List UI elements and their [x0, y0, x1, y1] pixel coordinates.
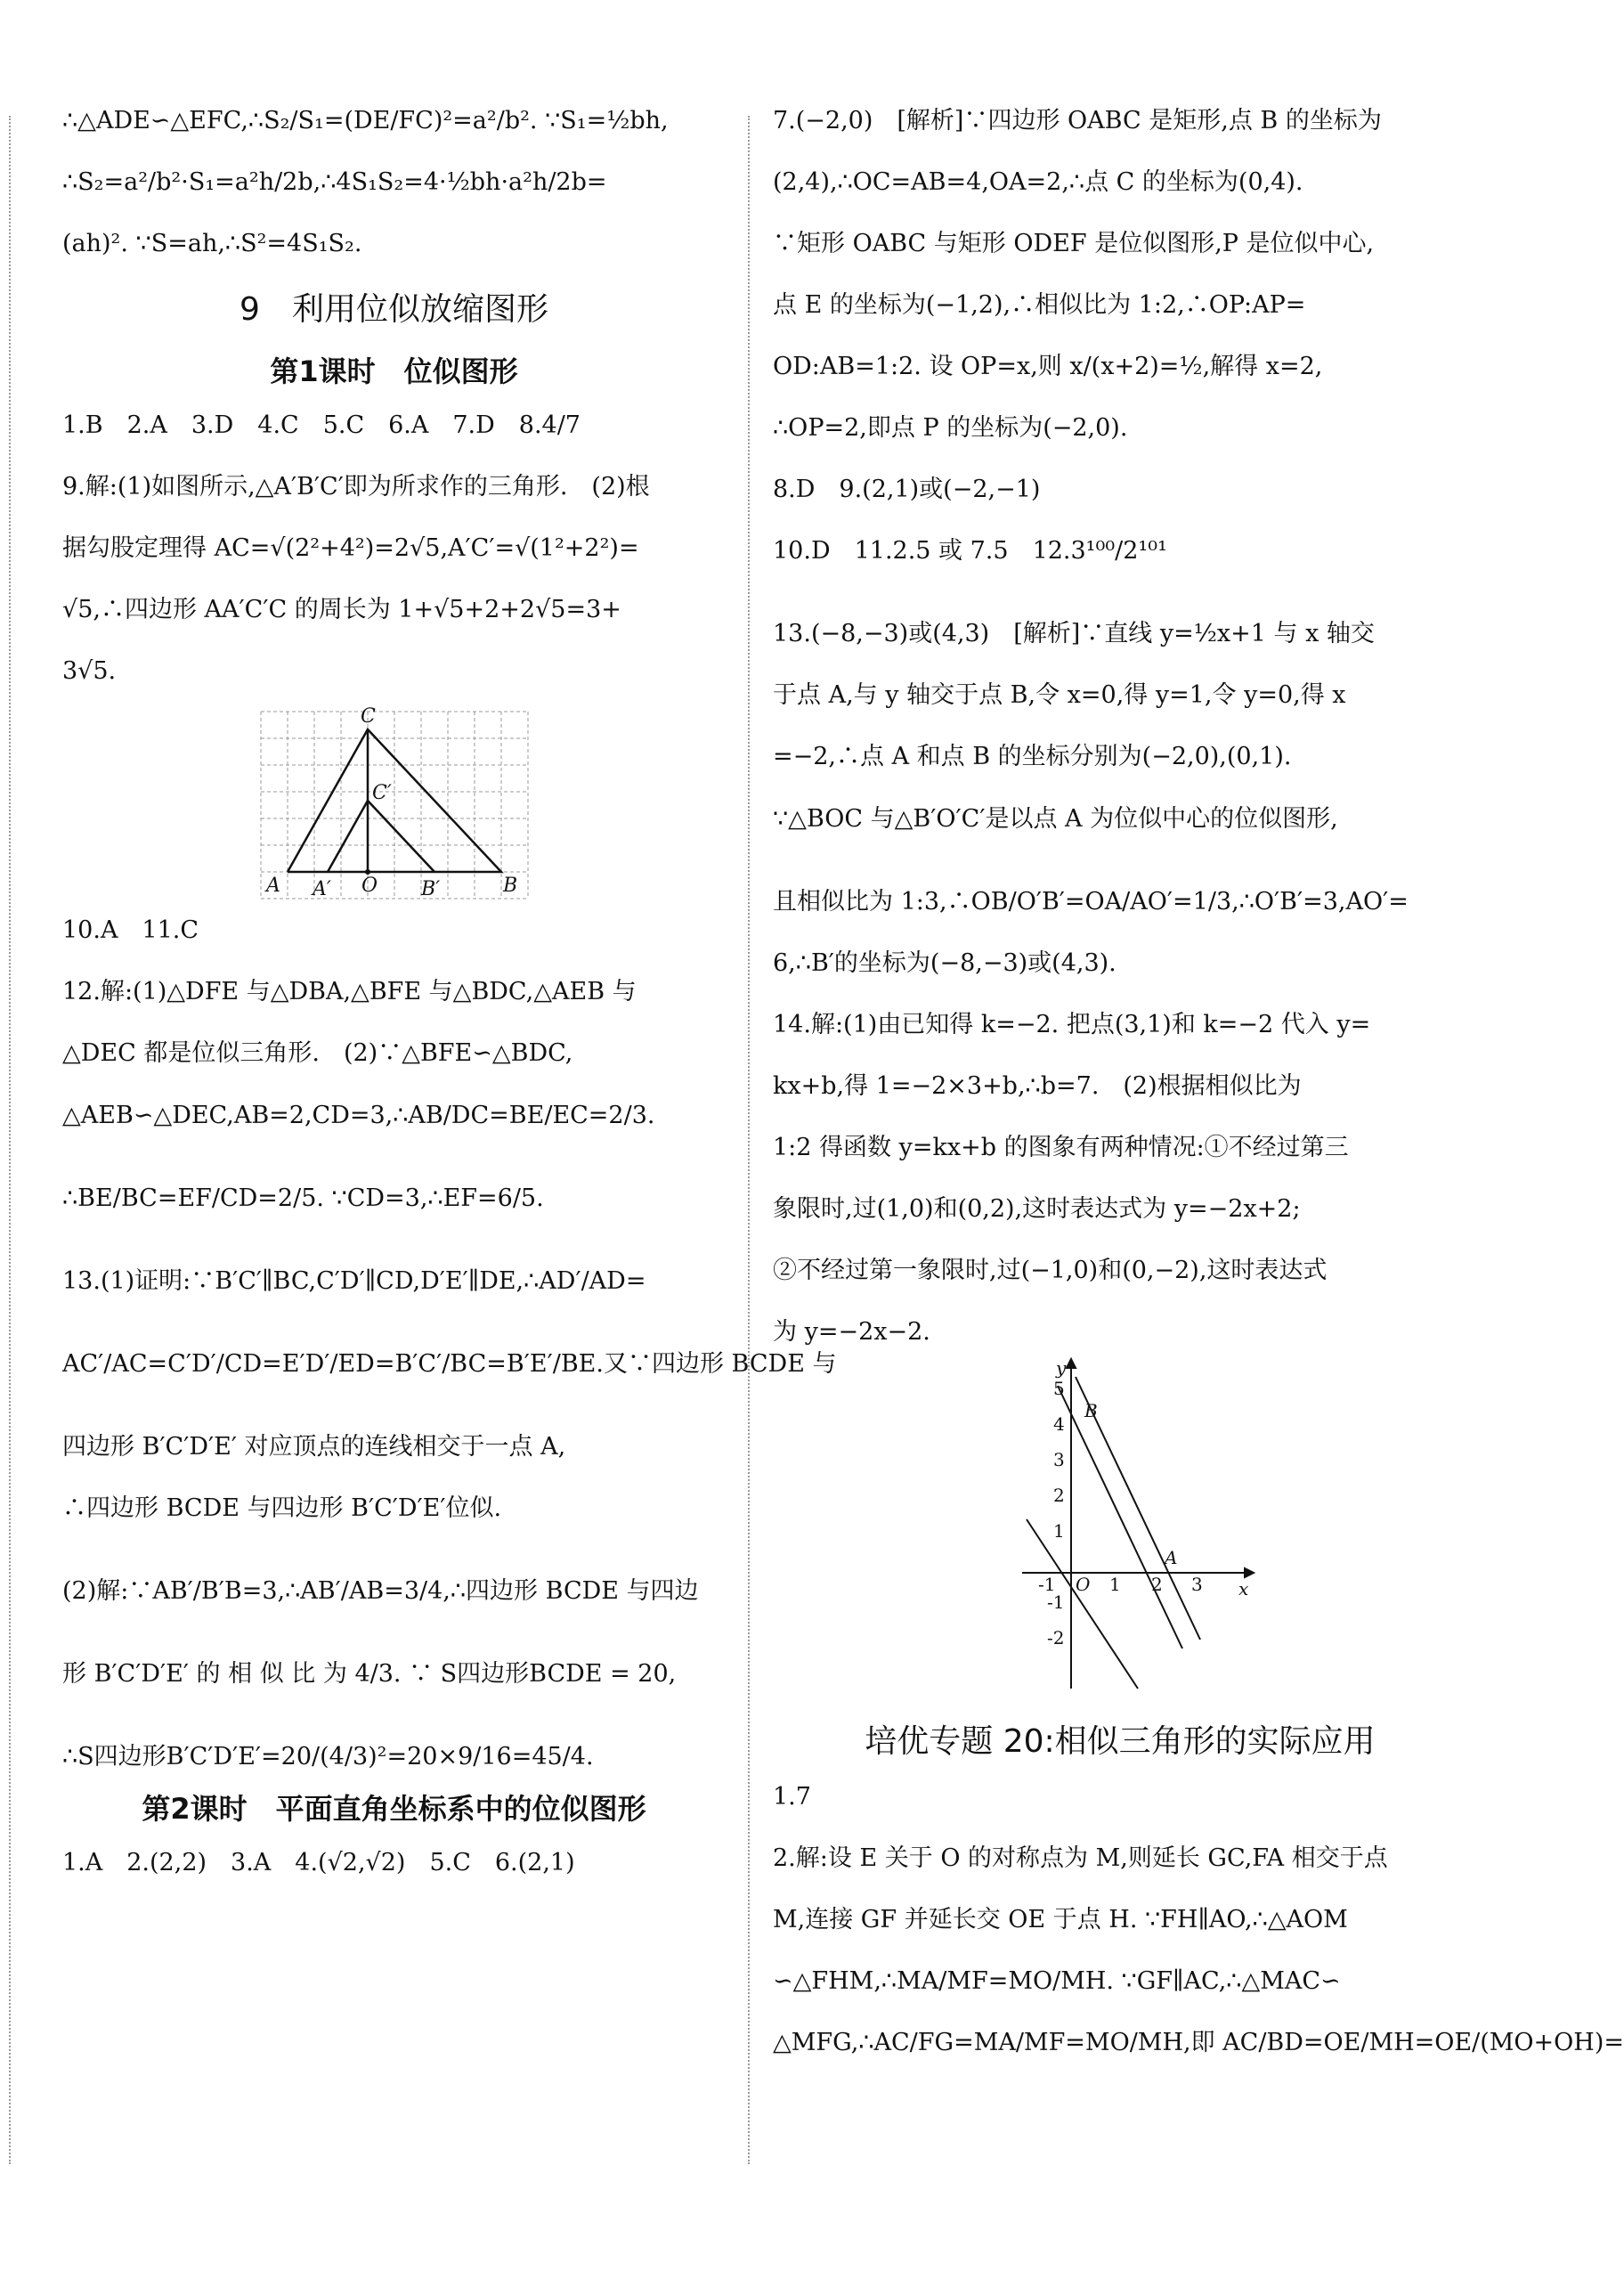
q7-line: ∵矩形 OABC 与矩形 ODEF 是位似图形,P 是位似中心,	[773, 230, 1375, 258]
q13-line: 四边形 B′C′D′E′ 对应顶点的连线相交于一点 A,	[62, 1432, 566, 1461]
q12-line: ∴BE/BC=EF/CD=2/5. ∵CD=3,∴EF=6/5.	[62, 1184, 544, 1212]
label-B: B	[1084, 1399, 1098, 1421]
topic-q2-line: ∽△FHM,∴MA/MF=MO/MH. ∵GF∥AC,∴△MAC∽	[773, 1967, 1341, 1996]
answers-1-8: 1.B 2.A 3.D 4.C 5.C 6.A 7.D 8.4/7	[62, 411, 581, 440]
y-axis-arrow	[1067, 1359, 1076, 1368]
label-y-axis: y	[1056, 1356, 1067, 1379]
q9-line: 9.解:(1)如图所示,△A′B′C′即为所求作的三角形. (2)根	[62, 473, 650, 501]
q9-line: 3√5.	[62, 657, 117, 686]
q14-line: ②不经过第一象限时,过(−1,0)和(0,−2),这时表达式	[773, 1256, 1328, 1284]
tick-x: 1	[1109, 1573, 1121, 1595]
answers-lesson2: 1.A 2.(2,2) 3.A 4.(√2,√2) 5.C 6.(2,1)	[62, 1848, 575, 1876]
q7-line: OD:AB=1:2. 设 OP=x,则 x/(x+2)=½,解得 x=2,	[773, 353, 1323, 381]
triangle-ApBpCp	[328, 801, 434, 872]
grid-lines	[261, 712, 528, 899]
q14-line: 象限时,过(1,0)和(0,2),这时表达式为 y=−2x+2;	[773, 1194, 1301, 1223]
tick-y: 4	[1053, 1412, 1065, 1435]
section-title: 9 利用位似放缩图形	[240, 291, 548, 329]
q13-right-line: 于点 A,与 y 轴交于点 B,令 x=0,得 y=1,令 y=0,得 x	[773, 681, 1346, 710]
topic-q2-line: 2.解:设 E 关于 O 的对称点为 M,则延长 GC,FA 相交于点	[773, 1844, 1388, 1872]
q13-right-line: 且相似比为 1:3,∴OB/O′B′=OA/AO′=1/3,∴O′B′=3,AO′=	[773, 887, 1409, 916]
q13-line: AC′/AC=C′D′/CD=E′D′/ED=B′C′/BC=B′E′/BE.又∵四边形 BCDE 与	[62, 1349, 837, 1378]
q14-line: 14.解:(1)由已知得 k=−2. 把点(3,1)和 k=−2 代入 y=	[773, 1010, 1371, 1038]
x-axis-arrow	[1245, 1568, 1254, 1577]
coordinate-graph	[987, 1355, 1254, 1693]
label-A: A	[265, 875, 280, 898]
label-C-prime: C′	[371, 782, 392, 805]
column-divider	[748, 116, 750, 2164]
tick-x: -1	[1038, 1573, 1056, 1595]
q14-line: 为 y=−2x−2.	[773, 1317, 930, 1346]
q13-line: (2)解:∵AB′/B′B=3,∴AB′/AB=3/4,∴四边形 BCDE 与四边	[62, 1576, 699, 1605]
topic-title: 培优专题 20:相似三角形的实际应用	[865, 1722, 1376, 1760]
tick-y: 5	[1053, 1377, 1065, 1399]
q7-line: 点 E 的坐标为(−1,2),∴相似比为 1:2,∴OP:AP=	[773, 291, 1306, 320]
tick-y: -1	[1047, 1591, 1065, 1613]
tick-y: 1	[1053, 1519, 1065, 1542]
label-O: O	[1076, 1573, 1091, 1595]
q13-line: 13.(1)证明:∵B′C′∥BC,C′D′∥CD,D′E′∥DE,∴AD′/AD=	[62, 1266, 646, 1295]
text-line: (ah)². ∵S=ah,∴S²=4S₁S₂.	[62, 230, 362, 258]
q9-line: √5,∴四边形 AA′C′C 的周长为 1+√5+2+2√5=3+	[62, 596, 621, 624]
topic-q2-line: △MFG,∴AC/FG=MA/MF=MO/MH,即 AC/BD=OE/MH=OE/(MO+OH)=	[773, 2029, 1624, 2057]
lesson1-title: 第1课时 位似图形	[270, 354, 518, 389]
q13-right-line: 6,∴B′的坐标为(−8,−3)或(4,3).	[773, 948, 1116, 977]
text-line: ∴△ADE∽△EFC,∴S₂/S₁=(DE/FC)²=a²/b². ∵S₁=½bh,	[62, 107, 669, 134]
q7-line: (2,4),∴OC=AB=4,OA=2,∴点 C 的坐标为(0,4).	[773, 168, 1303, 197]
q12-line: △AEB∽△DEC,AB=2,CD=3,∴AB/DC=BE/EC=2/3.	[62, 1101, 655, 1129]
line-1	[1027, 1519, 1138, 1689]
label-A: A	[1165, 1546, 1178, 1568]
topic-q2-line: M,连接 GF 并延长交 OE 于点 H. ∵FH∥AO,∴△AOM	[773, 1906, 1348, 1934]
tick-y: 3	[1053, 1448, 1065, 1470]
tick-x: 2	[1151, 1573, 1163, 1595]
text-line: ∴S₂=a²/b²·S₁=a²h/2b,∴4S₁S₂=4·½bh·a²h/2b=	[62, 168, 607, 197]
right-column	[773, 107, 1624, 2057]
q13-line: 形 B′C′D′E′ 的 相 似 比 为 4/3. ∵ S四边形BCDE = 20,	[62, 1659, 677, 1688]
label-C: C	[360, 705, 376, 729]
q14-line: kx+b,得 1=−2×3+b,∴b=7. (2)根据相似比为	[773, 1071, 1302, 1100]
tick-x: 3	[1191, 1573, 1203, 1595]
q12-line: 12.解:(1)△DFE 与△DBA,△BFE 与△BDC,△AEB 与	[62, 978, 637, 1006]
q14-line: 1:2 得函数 y=kx+b 的图象有两种情况:①不经过第三	[773, 1133, 1349, 1161]
tick-y: 2	[1053, 1484, 1065, 1506]
answers-10-11: 10.A 11.C	[62, 916, 199, 945]
topic-answer-1: 1.7	[773, 1782, 811, 1811]
q13-line: ∴四边形 BCDE 与四边形 B′C′D′E′位似.	[62, 1494, 502, 1522]
label-O: O	[361, 875, 378, 898]
left-margin-rule	[9, 116, 11, 2164]
q12-line: △DEC 都是位似三角形. (2)∵△BFE∽△BDC,	[62, 1039, 573, 1068]
q7-line: ∴OP=2,即点 P 的坐标为(−2,0).	[773, 414, 1128, 443]
answers-8-9: 8.D 9.(2,1)或(−2,−1)	[773, 476, 1041, 504]
q13-line: ∴S四边形B′C′D′E′=20/(4/3)²=20×9/16=45/4.	[62, 1742, 594, 1770]
q13-right-line: 13.(−8,−3)或(4,3) [解析]∵直线 y=½x+1 与 x 轴交	[773, 620, 1375, 648]
q13-right-line: =−2,∴点 A 和点 B 的坐标分别为(−2,0),(0,1).	[773, 743, 1292, 771]
label-B: B	[502, 875, 517, 898]
label-A-prime: A′	[312, 878, 331, 901]
label-x-axis: x	[1238, 1577, 1249, 1599]
answers-10-12: 10.D 11.2.5 或 7.5 12.3¹⁰⁰/2¹⁰¹	[773, 537, 1167, 566]
label-B-prime: B′	[420, 878, 440, 901]
line-2	[1058, 1386, 1182, 1648]
q13-right-line: ∵△BOC 与△B′O′C′是以点 A 为位似中心的位似图形,	[773, 804, 1338, 833]
q7-line: 7.(−2,0) [解析]∵四边形 OABC 是矩形,点 B 的坐标为	[773, 107, 1382, 134]
q9-line: 据勾股定理得 AC=√(2²+4²)=2√5,A′C′=√(1²+2²)=	[62, 534, 639, 563]
tick-y: -2	[1047, 1626, 1065, 1648]
lesson2-title: 第2课时 平面直角坐标系中的位似图形	[142, 1791, 646, 1826]
triangle-grid-figure	[243, 694, 546, 908]
